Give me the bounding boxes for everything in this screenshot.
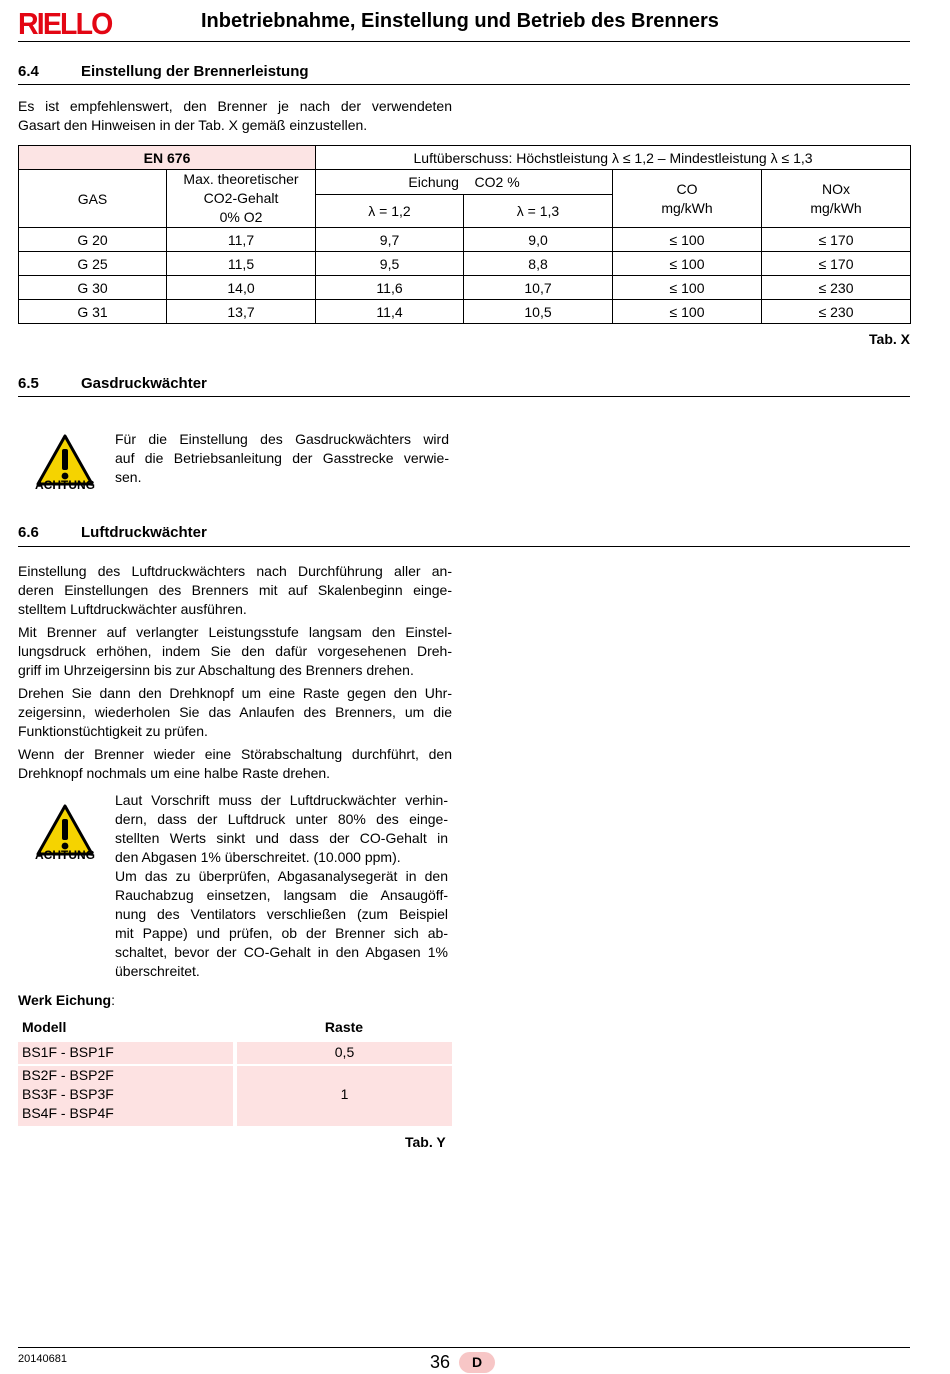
text-line: Gasart den Hinweisen in der Tab. X gemäß einzustellen. <box>18 117 368 133</box>
table-x-lambda-1-3-header: λ = 1,3 <box>464 194 613 227</box>
text-line: dern, dass der Luftdruck unter 80% des einge- <box>115 811 448 827</box>
table-y-raste-header: Raste <box>324 1019 364 1035</box>
model-text: BS3F - BSP3F <box>22 1086 114 1102</box>
riello-logo: RIELLO <box>18 6 112 41</box>
cell-co: ≤ 100 <box>613 276 762 300</box>
text-line: stelltem Luftdruckwächter ausführen. <box>18 601 247 617</box>
table-x-lambda-1-2-header: λ = 1,2 <box>316 194 464 227</box>
cell-nox: ≤ 230 <box>762 276 911 300</box>
section-6-6-title: Luftdruckwächter <box>81 524 207 541</box>
text-line: Drehen Sie dann den Drehknopf um eine Raste gegen den Uhr- <box>18 685 452 701</box>
werk-eichung-title: Werk Eichung <box>18 992 112 1008</box>
header-divider <box>18 41 910 42</box>
table-row <box>19 300 911 324</box>
section-divider <box>18 396 910 397</box>
table-row <box>19 228 911 252</box>
text-line: überschreitet. <box>115 963 200 979</box>
footer-divider <box>18 1347 910 1348</box>
cell-co: ≤ 100 <box>613 300 762 324</box>
header-line: 0% O2 <box>219 209 263 225</box>
table-x-nox-header <box>762 170 911 228</box>
cell-co2-lambda-1-2: 11,4 <box>316 300 464 324</box>
warning-label: ACHTUNG <box>35 848 95 862</box>
text-line: Wenn der Brenner wieder eine Störabschaltung durchführt, den <box>18 746 452 762</box>
raste-text: 0,5 <box>334 1044 355 1060</box>
text-line: zeigersinn, wiederholen Sie das Anlaufen des Brenners, um die <box>18 704 452 720</box>
cell-max-co2: 11,5 <box>167 252 316 276</box>
cell-co2-lambda-1-2: 11,6 <box>316 276 464 300</box>
text-line: Für die Einstellung des Gasdruckwächters wird <box>115 431 449 447</box>
text-line: deren Einstellungen des Brenners mit auf Skalenbeginn einge- <box>18 582 452 598</box>
model-text: BS2F - BSP2F <box>22 1067 114 1083</box>
table-x-eichung-header: Eichung CO2 % <box>316 170 613 195</box>
text-line: Um das zu überprüfen, Abgasanalysegerät in den <box>115 868 448 884</box>
paragraph <box>18 684 452 741</box>
table-y-caption: Tab. Y <box>405 1134 446 1150</box>
cell-nox: ≤ 170 <box>762 228 911 252</box>
paragraph <box>18 562 452 619</box>
cell-gas: G 31 <box>19 300 167 324</box>
section-6-5-number: 6.5 <box>18 375 39 392</box>
werk-eichung-label <box>18 992 115 1008</box>
text-line: schaltet, bevor der CO-Gehalt in den Abgasen 1% <box>115 944 448 960</box>
text-line: Laut Vorschrift muss der Luftdruckwächter verhin- <box>115 792 448 808</box>
paragraph <box>18 623 452 680</box>
text-line: Rauchabzug einsetzen, langsam die Ansaugöff- <box>115 887 448 903</box>
cell-co2-lambda-1-2: 9,7 <box>316 228 464 252</box>
text-line: nung des Ventilators verschließen (zum Beispiel <box>115 906 448 922</box>
cell-co2-lambda-1-3: 10,7 <box>464 276 613 300</box>
text-line: lungsdruck erhöhen, indem Sie den dafür vorgesehenen Dreh- <box>18 643 452 659</box>
paragraph <box>18 745 452 783</box>
cell-nox: ≤ 230 <box>762 300 911 324</box>
warning-label: ACHTUNG <box>35 478 95 492</box>
text-line: stellten Werts sinkt und dass der CO-Gehalt in <box>115 830 448 846</box>
text-line: Einstellung des Luftdruckwächters nach Durchführung aller an- <box>18 563 452 579</box>
cell-gas: G 30 <box>19 276 167 300</box>
cell-co2-lambda-1-3: 10,5 <box>464 300 613 324</box>
cell-co: ≤ 100 <box>613 228 762 252</box>
cell-max-co2: 11,7 <box>167 228 316 252</box>
raste-text: 1 <box>340 1086 349 1102</box>
text-line: griff im Uhrzeigersinn bis zur Abschaltung des Brenners drehen. <box>18 662 414 678</box>
table-x-caption: Tab. X <box>869 331 910 347</box>
text-line: Funktionstüchtigkeit zu prüfen. <box>18 723 208 739</box>
cell-max-co2: 13,7 <box>167 300 316 324</box>
text-line: den Abgasen 1% überschreitet. (10.000 ppm). <box>115 849 401 865</box>
header-line: CO2-Gehalt <box>203 190 279 206</box>
section-6-5-title: Gasdruckwächter <box>81 375 207 392</box>
model-text: BS4F - BSP4F <box>22 1105 114 1121</box>
werk-eichung-colon: : <box>111 992 115 1008</box>
section-6-6-paragraphs <box>18 562 452 783</box>
cell-gas: G 25 <box>19 252 167 276</box>
header-line: NOx <box>822 180 851 197</box>
table-y-row1-model-cell <box>18 1042 233 1064</box>
text-line: Mit Brenner auf verlangter Leistungsstufe langsam den Einstel- <box>18 624 452 640</box>
table-x-co-header <box>613 170 762 228</box>
table-x-excess-air: Luftüberschuss: Höchstleistung λ ≤ 1,2 – Mindestleistung λ ≤ 1,3 <box>316 146 911 170</box>
cell-co: ≤ 100 <box>613 252 762 276</box>
cell-gas: G 20 <box>19 228 167 252</box>
table-y-row1-raste-cell <box>237 1042 452 1064</box>
section-6-4-text <box>18 97 452 135</box>
table-y-row2-model-cell <box>18 1066 233 1126</box>
text-line: sen. <box>115 469 142 485</box>
table-x <box>18 145 911 324</box>
header-line: CO <box>676 180 698 197</box>
table-x-maxco2-header <box>167 170 316 228</box>
table-y-row2-raste-cell <box>237 1066 452 1126</box>
cell-max-co2: 14,0 <box>167 276 316 300</box>
section-6-6-warning-text <box>115 791 448 981</box>
section-6-6-number: 6.6 <box>18 524 39 541</box>
section-6-4-number: 6.4 <box>18 63 39 80</box>
text-line: auf die Betriebsanleitung der Gasstrecke verwie- <box>115 450 449 466</box>
text-line: Drehknopf nochmals um eine halbe Raste drehen. <box>18 765 331 781</box>
text-line: Es ist empfehlenswert, den Brenner je nach der verwendeten <box>18 98 452 114</box>
section-divider <box>18 84 910 85</box>
header-line: mg/kWh <box>661 199 713 216</box>
cell-nox: ≤ 170 <box>762 252 911 276</box>
section-6-4-title: Einstellung der Brennerleistung <box>81 63 309 80</box>
table-x-standard: EN 676 <box>19 146 316 170</box>
document-code: 20140681 <box>18 1353 67 1365</box>
cell-co2-lambda-1-3: 8,8 <box>464 252 613 276</box>
page-header-title: Inbetriebnahme, Einstellung und Betrieb des Brenners <box>201 10 719 32</box>
text-line: mit Pappe) und prüfen, ob der Brenner sich ab- <box>115 925 448 941</box>
section-6-5-warning-text <box>115 430 449 487</box>
table-y-model-header: Modell <box>22 1019 67 1035</box>
cell-co2-lambda-1-2: 9,5 <box>316 252 464 276</box>
header-line: mg/kWh <box>810 199 862 216</box>
page-number: 36 <box>430 1352 451 1372</box>
language-badge: D <box>459 1352 495 1373</box>
cell-co2-lambda-1-3: 9,0 <box>464 228 613 252</box>
section-divider <box>18 546 910 547</box>
table-row <box>19 252 911 276</box>
table-row <box>19 276 911 300</box>
table-x-gas-header: GAS <box>19 170 167 228</box>
header-line: Max. theoretischer <box>183 171 299 187</box>
model-text: BS1F - BSP1F <box>22 1044 114 1060</box>
